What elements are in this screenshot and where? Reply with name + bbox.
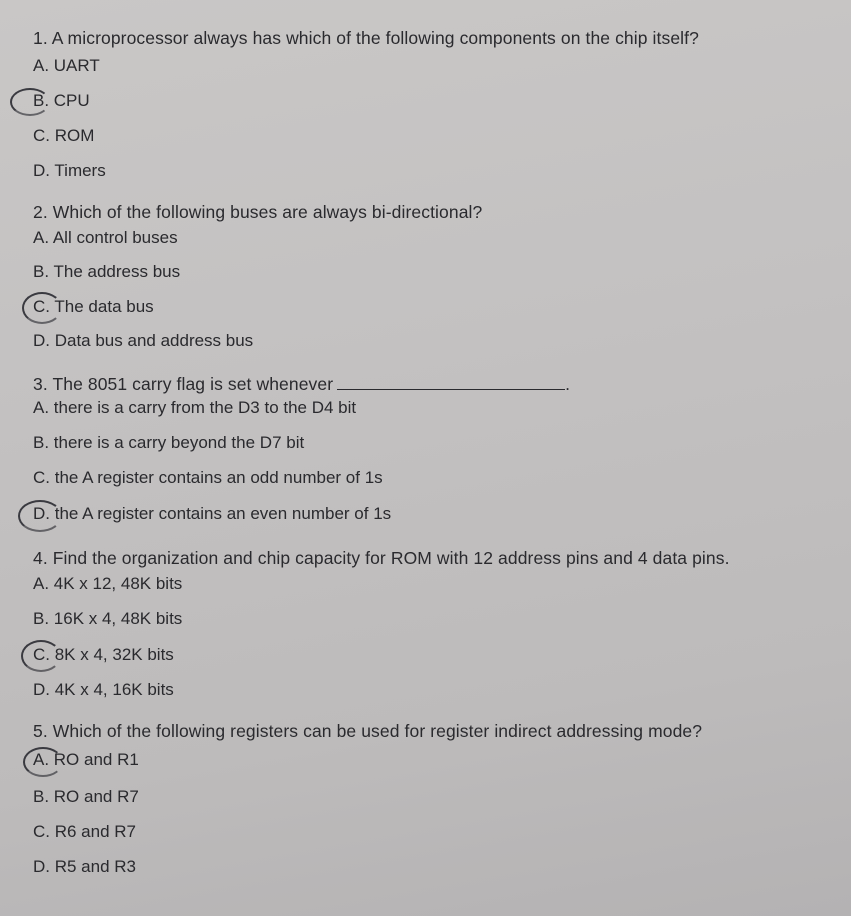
question-3-text: [33, 374, 570, 395]
q2-option-b: B. The address bus: [33, 262, 181, 281]
q1-option-a: A. UART: [33, 56, 100, 75]
q5-option-a: A. RO and R1: [33, 750, 139, 769]
q2-option-a: A. All control buses: [33, 228, 178, 247]
question-5-text: 5. Which of the following registers can be used for register indirect addressing mode?: [33, 721, 703, 741]
q3-option-a: A. there is a carry from the D3 to the D4 bit: [33, 398, 357, 417]
q5-option-c: C. R6 and R7: [33, 822, 136, 841]
q1-option-b: B. CPU: [33, 91, 90, 110]
q2-option-d: D. Data bus and address bus: [33, 331, 254, 350]
q1-option-c: C. ROM: [33, 126, 95, 145]
q3-option-c: C. the A register contains an odd number of 1s: [33, 468, 383, 487]
q1-option-d: D. Timers: [33, 161, 106, 180]
q4-option-d: D. 4K x 4, 16K bits: [33, 680, 174, 699]
q5-option-b: B. RO and R7: [33, 787, 139, 806]
fill-in-blank: [337, 389, 565, 390]
q5-option-d: D. R5 and R3: [33, 857, 136, 876]
q3-option-d: D. the A register contains an even number of 1s: [33, 504, 392, 523]
question-1-text: 1. A microprocessor always has which of the following components on the chip itself?: [33, 28, 699, 48]
question-3-end: .: [565, 374, 571, 394]
question-3-stem: 3. The 8051 carry flag is set whenever: [33, 374, 334, 394]
q3-option-b: B. there is a carry beyond the D7 bit: [33, 433, 305, 452]
q4-option-c: C. 8K x 4, 32K bits: [33, 645, 174, 664]
q2-option-c: C. The data bus: [33, 297, 154, 316]
q4-option-a: A. 4K x 12, 48K bits: [33, 574, 183, 593]
question-2-text: 2. Which of the following buses are always bi-directional?: [33, 202, 483, 222]
question-4-text: 4. Find the organization and chip capacity for ROM with 12 address pins and 4 data pins.: [33, 548, 730, 568]
q4-option-b: B. 16K x 4, 48K bits: [33, 609, 183, 628]
